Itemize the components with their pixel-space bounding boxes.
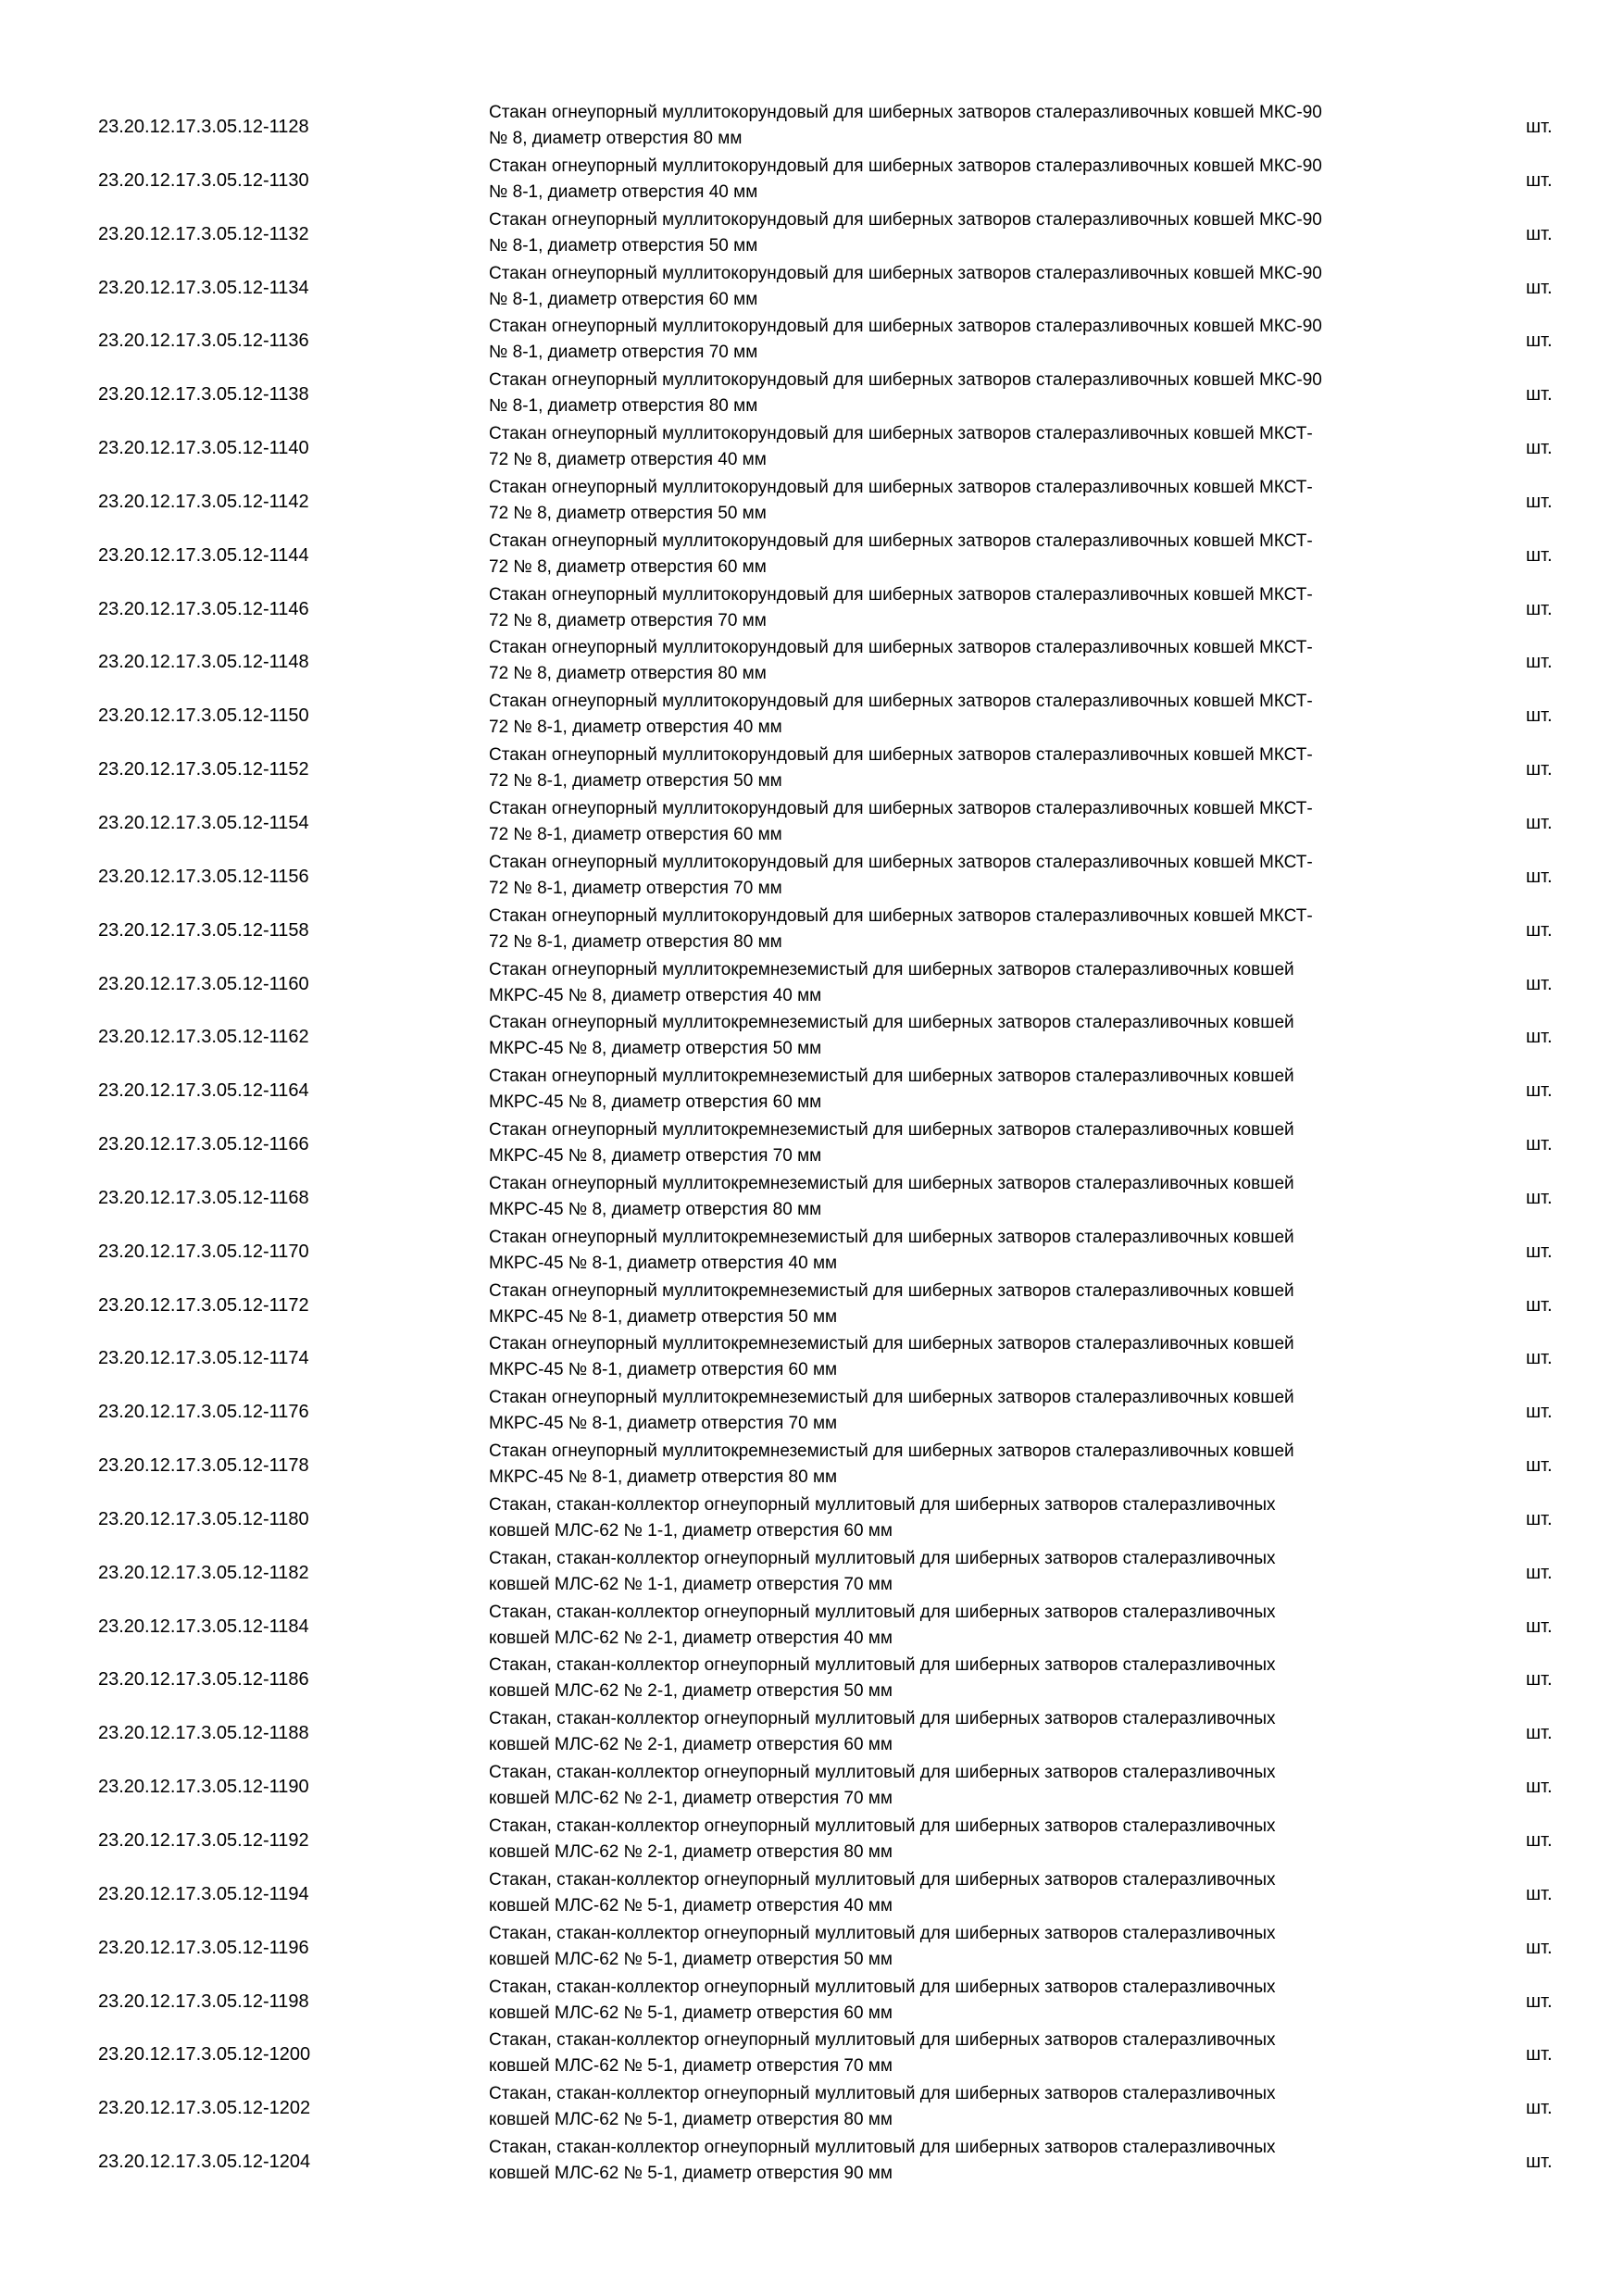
resource-code: 23.20.12.17.3.05.12-1174	[98, 1348, 309, 1369]
table-row	[0, 796, 1624, 850]
description-line-2: № 8-1, диаметр отверстия 50 мм	[489, 235, 758, 256]
table-row	[0, 1975, 1624, 2028]
description-line-1: Стакан, стакан-коллектор огнеупорный муллитовый для шиберных затворов сталеразливочных	[489, 1923, 1276, 1943]
resource-code: 23.20.12.17.3.05.12-1172	[98, 1294, 309, 1316]
description-line-1: Стакан огнеупорный муллитокорундовый для шиберных затворов сталеразливочных ковшей МКСТ-	[489, 798, 1313, 818]
description-line-1: Стакан, стакан-коллектор огнеупорный муллитовый для шиберных затворов сталеразливочных	[489, 2084, 1276, 2104]
unit-of-measure: шт.	[1526, 973, 1553, 994]
description-line-2: 72 № 8, диаметр отверстия 50 мм	[489, 503, 767, 523]
resource-code: 23.20.12.17.3.05.12-1194	[98, 1883, 309, 1904]
resource-description	[489, 2028, 1461, 2079]
description-line-1: Стакан огнеупорный муллитокремнеземистый для шиберных затворов сталеразливочных ковшей	[489, 1067, 1294, 1087]
table-row	[0, 1814, 1624, 1867]
description-line-1: Стакан, стакан-коллектор огнеупорный муллитовый для шиберных затворов сталеразливочных	[489, 2030, 1276, 2051]
description-line-1: Стакан, стакан-коллектор огнеупорный муллитовый для шиберных затворов сталеразливочных	[489, 2138, 1276, 2158]
unit-of-measure: шт.	[1526, 1455, 1553, 1477]
resource-code: 23.20.12.17.3.05.12-1148	[98, 652, 309, 673]
description-line-1: Стакан, стакан-коллектор огнеупорный муллитовый для шиберных затворов сталеразливочных	[489, 1869, 1276, 1890]
description-line-2: ковшей МЛС-62 № 5-1, диаметр отверстия 60 мм	[489, 2003, 893, 2023]
table-row	[0, 207, 1624, 261]
resource-description	[489, 1064, 1461, 1116]
resource-description	[489, 1975, 1461, 2027]
table-row	[0, 1546, 1624, 1600]
unit-of-measure: шт.	[1526, 812, 1553, 833]
description-line-1: Стакан, стакан-коллектор огнеупорный муллитовый для шиберных затворов сталеразливочных	[489, 1709, 1276, 1729]
resource-description	[489, 1117, 1461, 1169]
resource-code: 23.20.12.17.3.05.12-1156	[98, 866, 309, 887]
description-line-2: МКРС-45 № 8, диаметр отверстия 70 мм	[489, 1146, 822, 1167]
unit-of-measure: шт.	[1526, 1080, 1553, 1102]
description-line-1: Стакан огнеупорный муллитокремнеземистый для шиберных затворов сталеразливочных ковшей	[489, 1441, 1294, 1462]
resource-code: 23.20.12.17.3.05.12-1138	[98, 384, 309, 406]
description-line-1: Стакан огнеупорный муллитокорундовый для шиберных затворов сталеразливочных ковшей МКСТ-	[489, 905, 1313, 926]
description-line-2: МКРС-45 № 8-1, диаметр отверстия 70 мм	[489, 1414, 838, 1434]
resource-description	[489, 1279, 1461, 1330]
description-line-2: 72 № 8-1, диаметр отверстия 60 мм	[489, 824, 782, 844]
resource-code: 23.20.12.17.3.05.12-1162	[98, 1027, 309, 1048]
table-row	[0, 1921, 1624, 1975]
resource-code: 23.20.12.17.3.05.12-1128	[98, 117, 309, 137]
description-line-1: Стакан огнеупорный муллитокорундовый для шиберных затворов сталеразливочных ковшей МКС-90	[489, 156, 1322, 176]
resource-description	[489, 2135, 1461, 2187]
resource-code: 23.20.12.17.3.05.12-1168	[98, 1187, 309, 1208]
resource-table	[0, 100, 1624, 2189]
unit-of-measure: шт.	[1526, 2098, 1553, 2119]
unit-of-measure: шт.	[1526, 384, 1553, 406]
resource-code: 23.20.12.17.3.05.12-1176	[98, 1402, 309, 1423]
description-line-2: ковшей МЛС-62 № 5-1, диаметр отверстия 50 мм	[489, 1949, 893, 1969]
table-row	[0, 475, 1624, 529]
resource-code: 23.20.12.17.3.05.12-1186	[98, 1669, 309, 1691]
resource-description	[489, 421, 1461, 473]
table-row	[0, 261, 1624, 315]
description-line-2: ковшей МЛС-62 № 2-1, диаметр отверстия 60 мм	[489, 1735, 893, 1755]
unit-of-measure: шт.	[1526, 919, 1553, 941]
resource-description	[489, 1546, 1461, 1598]
resource-code: 23.20.12.17.3.05.12-1144	[98, 544, 309, 566]
resource-code: 23.20.12.17.3.05.12-1182	[98, 1562, 309, 1583]
description-line-1: Стакан огнеупорный муллитокремнеземистый для шиберных затворов сталеразливочных ковшей	[489, 1173, 1294, 1193]
table-row	[0, 582, 1624, 636]
unit-of-measure: шт.	[1526, 169, 1553, 191]
description-line-1: Стакан огнеупорный муллитокорундовый для шиберных затворов сталеразливочных ковшей МКСТ-	[489, 424, 1313, 444]
unit-of-measure: шт.	[1526, 2044, 1553, 2065]
table-row	[0, 1064, 1624, 1117]
unit-of-measure: шт.	[1526, 1402, 1553, 1423]
resource-description	[489, 1760, 1461, 1812]
resource-description	[489, 850, 1461, 902]
description-line-2: МКРС-45 № 8-1, диаметр отверстия 60 мм	[489, 1360, 838, 1380]
resource-description	[489, 1921, 1461, 1973]
description-line-1: Стакан огнеупорный муллитокорундовый для шиберных затворов сталеразливочных ковшей МКСТ-	[489, 852, 1313, 872]
description-line-2: ковшей МЛС-62 № 5-1, диаметр отверстия 80 мм	[489, 2110, 893, 2130]
description-line-1: Стакан огнеупорный муллитокремнеземистый для шиберных затворов сталеразливочных ковшей	[489, 959, 1294, 980]
description-line-1: Стакан, стакан-коллектор огнеупорный муллитовый для шиберных затворов сталеразливочных	[489, 1655, 1276, 1676]
description-line-2: ковшей МЛС-62 № 2-1, диаметр отверстия 80 мм	[489, 1842, 893, 1862]
table-row	[0, 1331, 1624, 1385]
unit-of-measure: шт.	[1526, 1883, 1553, 1904]
resource-code: 23.20.12.17.3.05.12-1164	[98, 1080, 309, 1102]
resource-description	[489, 904, 1461, 955]
description-line-1: Стакан огнеупорный муллитокорундовый для шиберных затворов сталеразливочных ковшей МКСТ-	[489, 692, 1313, 712]
unit-of-measure: шт.	[1526, 1294, 1553, 1316]
table-row	[0, 742, 1624, 796]
resource-code: 23.20.12.17.3.05.12-1202	[98, 2098, 311, 2119]
resource-description	[489, 1814, 1461, 1866]
description-line-1: Стакан огнеупорный муллитокорундовый для шиберных затворов сталеразливочных ковшей МКС-90	[489, 317, 1322, 337]
table-row	[0, 421, 1624, 475]
description-line-2: 72 № 8-1, диаметр отверстия 40 мм	[489, 718, 782, 738]
resource-description	[489, 742, 1461, 794]
resource-code: 23.20.12.17.3.05.12-1146	[98, 598, 309, 619]
table-row	[0, 1492, 1624, 1546]
description-line-1: Стакан, стакан-коллектор огнеупорный муллитовый для шиберных затворов сталеразливочных	[489, 1602, 1276, 1622]
description-line-2: № 8-1, диаметр отверстия 80 мм	[489, 396, 758, 417]
description-line-2: ковшей МЛС-62 № 1-1, диаметр отверстия 60 мм	[489, 1520, 893, 1541]
unit-of-measure: шт.	[1526, 705, 1553, 727]
resource-description	[489, 529, 1461, 580]
resource-code: 23.20.12.17.3.05.12-1152	[98, 759, 309, 780]
description-line-2: ковшей МЛС-62 № 1-1, диаметр отверстия 70 мм	[489, 1574, 893, 1594]
resource-code: 23.20.12.17.3.05.12-1142	[98, 491, 309, 512]
description-line-2: МКРС-45 № 8, диаметр отверстия 50 мм	[489, 1039, 822, 1059]
table-row	[0, 1653, 1624, 1706]
resource-description	[489, 2081, 1461, 2133]
table-row	[0, 689, 1624, 742]
description-line-2: МКРС-45 № 8-1, диаметр отверстия 50 мм	[489, 1306, 838, 1327]
description-line-1: Стакан огнеупорный муллитокремнеземистый для шиберных затворов сталеразливочных ковшей	[489, 1334, 1294, 1354]
resource-description	[489, 368, 1461, 419]
resource-code: 23.20.12.17.3.05.12-1188	[98, 1723, 309, 1744]
resource-description	[489, 1439, 1461, 1491]
unit-of-measure: шт.	[1526, 544, 1553, 566]
resource-code: 23.20.12.17.3.05.12-1134	[98, 277, 309, 298]
unit-of-measure: шт.	[1526, 1669, 1553, 1691]
description-line-1: Стакан огнеупорный муллитокорундовый для шиберных затворов сталеразливочных ковшей МКС-90	[489, 370, 1322, 391]
unit-of-measure: шт.	[1526, 1723, 1553, 1744]
unit-of-measure: шт.	[1526, 1187, 1553, 1208]
unit-of-measure: шт.	[1526, 1562, 1553, 1583]
resource-code: 23.20.12.17.3.05.12-1150	[98, 705, 309, 727]
table-row	[0, 1867, 1624, 1921]
resource-description	[489, 582, 1461, 634]
description-line-2: МКРС-45 № 8, диаметр отверстия 40 мм	[489, 985, 822, 1005]
description-line-1: Стакан, стакан-коллектор огнеупорный муллитовый для шиберных затворов сталеразливочных	[489, 1977, 1276, 1997]
description-line-2: ковшей МЛС-62 № 5-1, диаметр отверстия 40 мм	[489, 1895, 893, 1915]
resource-code: 23.20.12.17.3.05.12-1160	[98, 973, 309, 994]
description-line-1: Стакан, стакан-коллектор огнеупорный муллитовый для шиберных затворов сталеразливочных	[489, 1763, 1276, 1783]
table-row	[0, 1117, 1624, 1171]
resource-code: 23.20.12.17.3.05.12-1136	[98, 331, 309, 352]
table-row	[0, 1279, 1624, 1332]
resource-code: 23.20.12.17.3.05.12-1166	[98, 1134, 309, 1155]
resource-description	[489, 957, 1461, 1009]
table-row	[0, 314, 1624, 368]
description-line-1: Стакан огнеупорный муллитокорундовый для шиберных затворов сталеразливочных ковшей МКС-90	[489, 209, 1322, 230]
description-line-2: № 8-1, диаметр отверстия 40 мм	[489, 181, 758, 202]
description-line-1: Стакан огнеупорный муллитокремнеземистый для шиберных затворов сталеразливочных ковшей	[489, 1280, 1294, 1301]
resource-code: 23.20.12.17.3.05.12-1132	[98, 223, 309, 244]
resource-code: 23.20.12.17.3.05.12-1184	[98, 1616, 309, 1637]
resource-description	[489, 1706, 1461, 1758]
resource-description	[489, 261, 1461, 313]
unit-of-measure: шт.	[1526, 277, 1553, 298]
resource-description	[489, 1331, 1461, 1383]
resource-code: 23.20.12.17.3.05.12-1158	[98, 919, 309, 941]
description-line-2: 72 № 8-1, диаметр отверстия 50 мм	[489, 771, 782, 792]
unit-of-measure: шт.	[1526, 117, 1553, 137]
description-line-2: МКРС-45 № 8-1, диаметр отверстия 80 мм	[489, 1467, 838, 1488]
resource-description	[489, 100, 1461, 152]
description-line-1: Стакан, стакан-коллектор огнеупорный муллитовый для шиберных затворов сталеразливочных	[489, 1816, 1276, 1836]
description-line-1: Стакан огнеупорный муллитокремнеземистый для шиберных затворов сталеразливочных ковшей	[489, 1227, 1294, 1247]
unit-of-measure: шт.	[1526, 1134, 1553, 1155]
table-row	[0, 850, 1624, 904]
resource-description	[489, 1010, 1461, 1062]
description-line-2: ковшей МЛС-62 № 2-1, диаметр отверстия 70 мм	[489, 1789, 893, 1809]
resource-description	[489, 1492, 1461, 1544]
description-line-2: 72 № 8, диаметр отверстия 70 мм	[489, 610, 767, 630]
description-line-1: Стакан огнеупорный муллитокремнеземистый для шиберных затворов сталеразливочных ковшей	[489, 1388, 1294, 1408]
unit-of-measure: шт.	[1526, 1508, 1553, 1529]
unit-of-measure: шт.	[1526, 1777, 1553, 1798]
resource-description	[489, 796, 1461, 848]
resource-code: 23.20.12.17.3.05.12-1190	[98, 1777, 309, 1798]
table-row	[0, 1225, 1624, 1279]
unit-of-measure: шт.	[1526, 759, 1553, 780]
unit-of-measure: шт.	[1526, 438, 1553, 459]
table-row	[0, 1600, 1624, 1653]
description-line-2: 72 № 8-1, диаметр отверстия 70 мм	[489, 878, 782, 898]
resource-code: 23.20.12.17.3.05.12-1192	[98, 1830, 309, 1851]
description-line-2: МКРС-45 № 8, диаметр отверстия 80 мм	[489, 1199, 822, 1219]
unit-of-measure: шт.	[1526, 1830, 1553, 1851]
unit-of-measure: шт.	[1526, 223, 1553, 244]
table-row	[0, 154, 1624, 207]
description-line-1: Стакан огнеупорный муллитокорундовый для шиберных затворов сталеразливочных ковшей МКС-90	[489, 263, 1322, 283]
description-line-1: Стакан огнеупорный муллитокорундовый для шиберных затворов сталеразливочных ковшей МКСТ-	[489, 477, 1313, 497]
resource-code: 23.20.12.17.3.05.12-1180	[98, 1508, 309, 1529]
description-line-1: Стакан, стакан-коллектор огнеупорный муллитовый для шиберных затворов сталеразливочных	[489, 1494, 1276, 1515]
table-row	[0, 2028, 1624, 2081]
description-line-2: ковшей МЛС-62 № 5-1, диаметр отверстия 90 мм	[489, 2164, 893, 2184]
unit-of-measure: шт.	[1526, 598, 1553, 619]
description-line-2: 72 № 8, диаметр отверстия 80 мм	[489, 664, 767, 684]
unit-of-measure: шт.	[1526, 331, 1553, 352]
table-row	[0, 1010, 1624, 1064]
table-row	[0, 2081, 1624, 2135]
resource-code: 23.20.12.17.3.05.12-1200	[98, 2044, 311, 2065]
resource-code: 23.20.12.17.3.05.12-1130	[98, 169, 309, 191]
resource-code: 23.20.12.17.3.05.12-1140	[98, 438, 309, 459]
unit-of-measure: шт.	[1526, 866, 1553, 887]
unit-of-measure: шт.	[1526, 1241, 1553, 1262]
table-row	[0, 1706, 1624, 1760]
table-row	[0, 368, 1624, 421]
description-line-1: Стакан, стакан-коллектор огнеупорный муллитовый для шиберных затворов сталеразливочных	[489, 1548, 1276, 1568]
resource-description	[489, 475, 1461, 527]
resource-description	[489, 1225, 1461, 1277]
description-line-1: Стакан огнеупорный муллитокорундовый для шиберных затворов сталеразливочных ковшей МКСТ-	[489, 745, 1313, 766]
unit-of-measure: шт.	[1526, 652, 1553, 673]
resource-code: 23.20.12.17.3.05.12-1170	[98, 1241, 309, 1262]
description-line-1: Стакан огнеупорный муллитокорундовый для шиберных затворов сталеразливочных ковшей МКСТ-	[489, 530, 1313, 551]
table-row	[0, 100, 1624, 154]
description-line-1: Стакан огнеупорный муллитокорундовый для шиберных затворов сталеразливочных ковшей МКС-90	[489, 103, 1322, 122]
resource-code: 23.20.12.17.3.05.12-1178	[98, 1455, 309, 1477]
table-row	[0, 529, 1624, 582]
description-line-2: 72 № 8, диаметр отверстия 60 мм	[489, 556, 767, 577]
resource-description	[489, 1600, 1461, 1652]
description-line-2: МКРС-45 № 8, диаметр отверстия 60 мм	[489, 1092, 822, 1113]
resource-description	[489, 154, 1461, 206]
resource-description	[489, 689, 1461, 741]
description-line-2: 72 № 8-1, диаметр отверстия 80 мм	[489, 931, 782, 952]
description-line-2: № 8-1, диаметр отверстия 60 мм	[489, 289, 758, 309]
description-line-2: ковшей МЛС-62 № 5-1, диаметр отверстия 70 мм	[489, 2056, 893, 2077]
table-row	[0, 1385, 1624, 1439]
table-row	[0, 1439, 1624, 1492]
description-line-2: № 8-1, диаметр отверстия 70 мм	[489, 343, 758, 363]
unit-of-measure: шт.	[1526, 1616, 1553, 1637]
description-line-2: ковшей МЛС-62 № 2-1, диаметр отверстия 40 мм	[489, 1628, 893, 1648]
resource-code: 23.20.12.17.3.05.12-1204	[98, 2152, 311, 2173]
table-row	[0, 904, 1624, 957]
unit-of-measure: шт.	[1526, 491, 1553, 512]
table-row	[0, 957, 1624, 1011]
resource-description	[489, 1171, 1461, 1223]
description-line-2: ковшей МЛС-62 № 2-1, диаметр отверстия 50 мм	[489, 1681, 893, 1702]
resource-description	[489, 314, 1461, 366]
resource-description	[489, 1385, 1461, 1437]
resource-code: 23.20.12.17.3.05.12-1196	[98, 1937, 309, 1958]
unit-of-measure: шт.	[1526, 2152, 1553, 2173]
description-line-2: 72 № 8, диаметр отверстия 40 мм	[489, 450, 767, 470]
unit-of-measure: шт.	[1526, 1990, 1553, 2012]
resource-description	[489, 1653, 1461, 1704]
description-line-1: Стакан огнеупорный муллитокорундовый для шиберных затворов сталеразливочных ковшей МКСТ-	[489, 638, 1313, 658]
resource-description	[489, 207, 1461, 259]
resource-description	[489, 1867, 1461, 1919]
description-line-1: Стакан огнеупорный муллитокремнеземистый для шиберных затворов сталеразливочных ковшей	[489, 1013, 1294, 1033]
resource-code: 23.20.12.17.3.05.12-1198	[98, 1990, 309, 2012]
description-line-1: Стакан огнеупорный муллитокремнеземистый для шиберных затворов сталеразливочных ковшей	[489, 1120, 1294, 1141]
table-row	[0, 635, 1624, 689]
description-line-2: МКРС-45 № 8-1, диаметр отверстия 40 мм	[489, 1253, 838, 1273]
unit-of-measure: шт.	[1526, 1348, 1553, 1369]
resource-code: 23.20.12.17.3.05.12-1154	[98, 812, 309, 833]
table-row	[0, 1171, 1624, 1225]
description-line-2: № 8, диаметр отверстия 80 мм	[489, 129, 743, 148]
unit-of-measure: шт.	[1526, 1937, 1553, 1958]
table-row	[0, 1760, 1624, 1814]
unit-of-measure: шт.	[1526, 1027, 1553, 1048]
table-row	[0, 2135, 1624, 2189]
resource-description	[489, 635, 1461, 687]
description-line-1: Стакан огнеупорный муллитокорундовый для шиберных затворов сталеразливочных ковшей МКСТ-	[489, 584, 1313, 605]
